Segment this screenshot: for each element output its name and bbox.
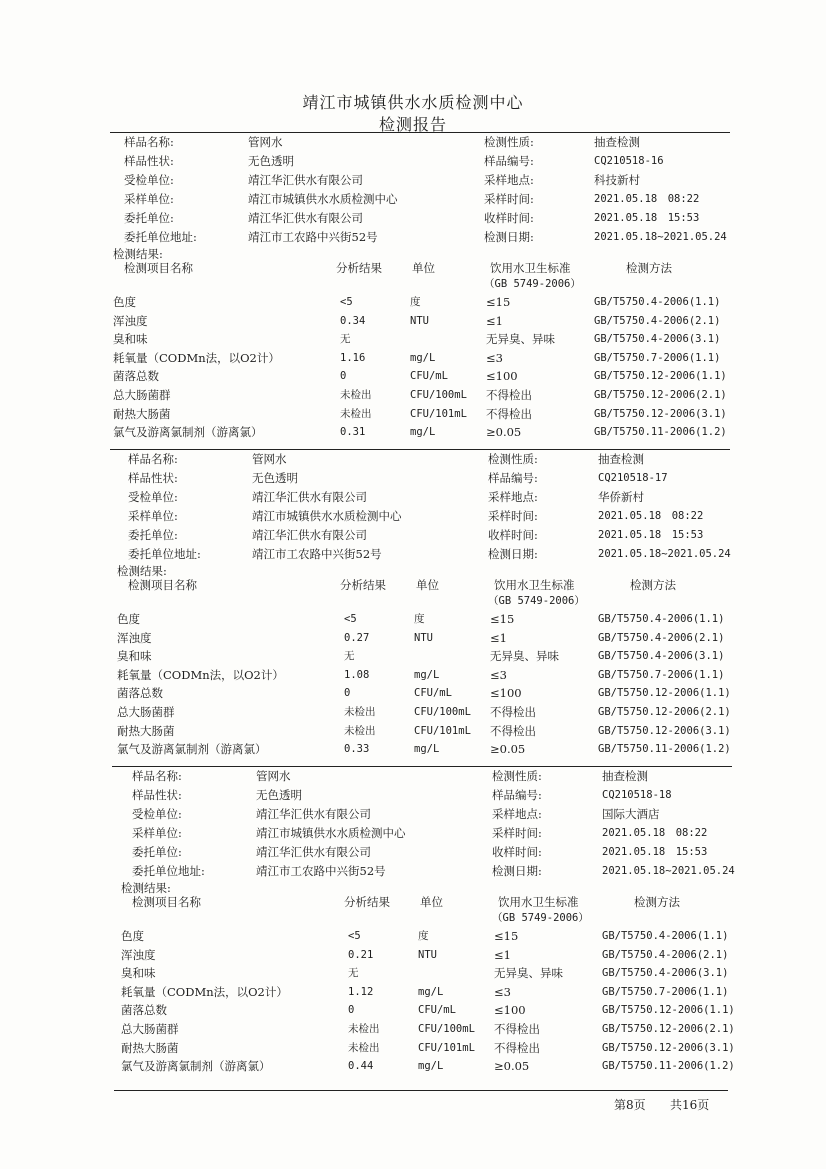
label-inspected-unit: 受检单位: (124, 173, 174, 187)
row-item: 色度 (117, 612, 140, 626)
section-rule (110, 449, 730, 450)
row-method: GB/T5750.12-2006(3.1) (594, 407, 727, 420)
column-standard-sub: （GB 5749-2006） (492, 912, 589, 924)
row-item: 色度 (121, 929, 144, 943)
label-client-addr: 委托单位地址: (124, 230, 197, 244)
label-location: 采样地点: (488, 490, 538, 504)
row-method: GB/T5750.7-2006(1.1) (602, 985, 729, 998)
page-number: 第8页 (614, 1098, 646, 1112)
row-result: 0.44 (348, 1060, 374, 1073)
value-sample-name: 管网水 (256, 769, 291, 783)
value-sample-state: 无色透明 (252, 471, 298, 485)
column-result: 分析结果 (344, 895, 390, 909)
value-sample-name: 管网水 (252, 452, 287, 466)
row-result: 0.34 (340, 314, 366, 327)
row-result: 1.16 (340, 351, 366, 364)
label-client-addr: 委托单位地址: (128, 547, 201, 561)
row-method: GB/T5750.4-2006(2.1) (598, 631, 725, 644)
row-method: GB/T5750.4-2006(3.1) (594, 333, 721, 346)
row-unit: CFU/100mL (414, 706, 471, 718)
row-item: 臭和味 (113, 332, 148, 347)
row-result: 未检出 (340, 389, 372, 401)
value-client: 靖江华汇供水有限公司 (256, 845, 371, 859)
value-location: 国际大酒店 (602, 807, 660, 821)
column-standard: 饮用水卫生标准 (498, 895, 579, 909)
row-standard: ≤1 (490, 630, 507, 645)
value-nature: 抽查检测 (594, 135, 640, 149)
row-unit: CFU/mL (410, 370, 448, 383)
column-unit: 单位 (420, 895, 443, 909)
label-sample-no: 样品编号: (488, 471, 538, 485)
row-result: 未检出 (348, 1023, 380, 1035)
row-result: 0.31 (340, 426, 366, 439)
label-receive-time: 收样时间: (488, 528, 538, 542)
row-unit: 度 (418, 930, 429, 942)
column-method: 检测方法 (626, 261, 672, 275)
column-result: 分析结果 (336, 261, 382, 275)
row-standard: ≤1 (486, 313, 503, 328)
label-client: 委托单位: (128, 528, 178, 542)
value-receive-time: 2021.05.18 15:53 (602, 846, 708, 858)
row-method: GB/T5750.12-2006(2.1) (602, 1023, 735, 1035)
label-sample-name: 样品名称: (132, 769, 182, 783)
section-rule (112, 766, 732, 767)
row-standard: 无异臭、异味 (490, 649, 559, 664)
value-test-date: 2021.05.18~2021.05.24 (594, 231, 727, 243)
column-method: 检测方法 (630, 578, 676, 592)
results-heading: 检测结果: (117, 564, 167, 578)
section-rule (110, 132, 730, 133)
row-item: 耐热大肠菌 (113, 406, 171, 421)
label-nature: 检测性质: (492, 769, 542, 783)
value-sample-no: CQ210518-17 (598, 472, 668, 484)
row-result: 0.21 (348, 948, 374, 961)
label-test-date: 检测日期: (484, 230, 534, 244)
row-method: GB/T5750.4-2006(1.1) (598, 613, 725, 625)
label-client: 委托单位: (124, 211, 174, 225)
row-unit: mg/L (410, 426, 436, 439)
row-standard: ≤100 (490, 686, 522, 701)
row-result: 未检出 (340, 407, 372, 420)
label-client: 委托单位: (132, 845, 182, 859)
row-method: GB/T5750.12-2006(3.1) (598, 724, 731, 737)
row-item: 耗氧量（CODMn法，以O2计） (121, 984, 288, 999)
label-sample-state: 样品性状: (128, 471, 178, 485)
label-sample-time: 采样时间: (484, 192, 534, 206)
row-method: GB/T5750.4-2006(2.1) (594, 314, 721, 327)
value-sample-state: 无色透明 (248, 154, 294, 168)
row-standard: 不得检出 (486, 406, 532, 421)
row-unit: 度 (414, 613, 425, 625)
label-sample-name: 样品名称: (128, 452, 178, 466)
label-sample-no: 样品编号: (484, 154, 534, 168)
row-method: GB/T5750.12-2006(1.1) (594, 370, 727, 383)
row-unit: mg/L (414, 668, 440, 681)
row-standard: ≤100 (486, 369, 518, 384)
value-sample-name: 管网水 (248, 135, 283, 149)
row-result: 1.08 (344, 668, 370, 681)
row-unit: mg/L (414, 743, 440, 756)
label-receive-time: 收样时间: (492, 845, 542, 859)
column-standard-sub: （GB 5749-2006） (488, 595, 585, 607)
row-item: 总大肠菌群 (117, 705, 175, 719)
value-inspected-unit: 靖江华汇供水有限公司 (248, 173, 363, 187)
row-result: 0 (348, 1004, 355, 1017)
row-method: GB/T5750.4-2006(2.1) (602, 948, 729, 961)
row-result: 0.33 (344, 743, 370, 756)
label-sample-state: 样品性状: (124, 154, 174, 168)
row-result: <5 (340, 296, 353, 308)
value-test-date: 2021.05.18~2021.05.24 (602, 865, 735, 877)
row-result: 无 (340, 333, 351, 346)
row-standard: 不得检出 (494, 1040, 540, 1055)
value-inspected-unit: 靖江华汇供水有限公司 (256, 807, 371, 821)
value-sampling-unit: 靖江市城镇供水水质检测中心 (248, 192, 398, 206)
row-item: 氯气及游离氯制剂（游离氯） (117, 742, 267, 757)
row-result: 无 (344, 650, 355, 663)
row-unit: NTU (414, 631, 433, 644)
row-method: GB/T5750.12-2006(1.1) (598, 687, 731, 700)
row-item: 臭和味 (117, 649, 152, 664)
row-method: GB/T5750.12-2006(2.1) (594, 389, 727, 401)
value-receive-time: 2021.05.18 15:53 (594, 212, 700, 224)
row-item: 耗氧量（CODMn法，以O2计） (117, 667, 284, 682)
row-unit: CFU/101mL (410, 407, 467, 420)
row-method: GB/T5750.4-2006(3.1) (602, 967, 729, 980)
page-total: 共16页 (670, 1098, 710, 1112)
label-sample-name: 样品名称: (124, 135, 174, 149)
label-sampling-unit: 采样单位: (128, 509, 178, 523)
row-unit: mg/L (418, 985, 444, 998)
label-sample-time: 采样时间: (488, 509, 538, 523)
row-standard: ≤15 (494, 929, 519, 943)
row-unit: CFU/mL (418, 1004, 456, 1017)
label-sampling-unit: 采样单位: (132, 826, 182, 840)
row-standard: 不得检出 (490, 705, 536, 719)
label-location: 采样地点: (492, 807, 542, 821)
row-item: 氯气及游离氯制剂（游离氯） (121, 1059, 271, 1074)
value-nature: 抽查检测 (602, 769, 648, 783)
row-item: 耐热大肠菌 (117, 723, 175, 738)
label-location: 采样地点: (484, 173, 534, 187)
label-test-date: 检测日期: (492, 864, 542, 878)
row-standard: 不得检出 (490, 723, 536, 738)
results-heading: 检测结果: (121, 881, 171, 895)
row-method: GB/T5750.12-2006(1.1) (602, 1004, 735, 1017)
row-unit: mg/L (410, 351, 436, 364)
label-nature: 检测性质: (488, 452, 538, 466)
row-result: 0 (340, 370, 347, 383)
row-unit: CFU/mL (414, 687, 452, 700)
bottom-rule (114, 1090, 728, 1091)
row-method: GB/T5750.4-2006(1.1) (594, 296, 721, 308)
row-method: GB/T5750.12-2006(2.1) (598, 706, 731, 718)
row-standard: 不得检出 (494, 1022, 540, 1036)
column-item: 检测项目名称 (124, 261, 193, 275)
label-sampling-unit: 采样单位: (124, 192, 174, 206)
report-title: 检测报告 (378, 115, 447, 134)
value-location: 科技新村 (594, 173, 640, 187)
row-standard: 不得检出 (486, 388, 532, 402)
row-unit: CFU/101mL (418, 1041, 475, 1054)
value-sample-state: 无色透明 (256, 788, 302, 802)
value-location: 华侨新村 (598, 490, 644, 504)
column-unit: 单位 (416, 578, 439, 592)
row-item: 浑浊度 (113, 313, 148, 328)
row-result: 未检出 (344, 724, 376, 737)
row-item: 总大肠菌群 (121, 1022, 179, 1036)
row-method: GB/T5750.7-2006(1.1) (598, 668, 725, 681)
value-sample-time: 2021.05.18 08:22 (594, 193, 700, 205)
label-sample-time: 采样时间: (492, 826, 542, 840)
column-standard-sub: （GB 5749-2006） (484, 278, 581, 290)
column-unit: 单位 (412, 261, 435, 275)
column-item: 检测项目名称 (132, 895, 201, 909)
row-item: 总大肠菌群 (113, 388, 171, 402)
row-unit: NTU (410, 314, 429, 327)
row-standard: ≥0.05 (494, 1059, 530, 1074)
row-item: 浑浊度 (117, 630, 152, 645)
value-client: 靖江华汇供水有限公司 (252, 528, 367, 542)
value-client-addr: 靖江市工农路中兴街52号 (252, 547, 382, 561)
column-standard: 饮用水卫生标准 (490, 261, 571, 275)
report-organization: 靖江市城镇供水水质检测中心 (302, 93, 524, 112)
value-sample-no: CQ210518-18 (602, 789, 672, 801)
row-method: GB/T5750.4-2006(3.1) (598, 650, 725, 663)
value-nature: 抽查检测 (598, 452, 644, 466)
row-unit: CFU/100mL (418, 1023, 475, 1035)
row-unit: CFU/101mL (414, 724, 471, 737)
label-sample-no: 样品编号: (492, 788, 542, 802)
row-unit: NTU (418, 948, 437, 961)
value-inspected-unit: 靖江华汇供水有限公司 (252, 490, 367, 504)
row-standard: ≤100 (494, 1003, 526, 1018)
row-item: 菌落总数 (117, 686, 163, 701)
value-sampling-unit: 靖江市城镇供水水质检测中心 (252, 509, 402, 523)
label-nature: 检测性质: (484, 135, 534, 149)
row-result: <5 (348, 930, 361, 942)
row-method: GB/T5750.12-2006(3.1) (602, 1041, 735, 1054)
row-standard: ≥0.05 (486, 425, 522, 440)
label-sample-state: 样品性状: (132, 788, 182, 802)
label-receive-time: 收样时间: (484, 211, 534, 225)
label-inspected-unit: 受检单位: (128, 490, 178, 504)
label-inspected-unit: 受检单位: (132, 807, 182, 821)
row-item: 菌落总数 (113, 369, 159, 384)
value-sample-time: 2021.05.18 08:22 (598, 510, 704, 522)
row-result: <5 (344, 613, 357, 625)
row-unit: mg/L (418, 1060, 444, 1073)
row-result: 无 (348, 967, 359, 980)
column-result: 分析结果 (340, 578, 386, 592)
row-item: 耗氧量（CODMn法，以O2计） (113, 350, 280, 365)
value-client: 靖江华汇供水有限公司 (248, 211, 363, 225)
row-item: 浑浊度 (121, 947, 156, 962)
row-result: 0 (344, 687, 351, 700)
row-standard: ≤15 (486, 295, 511, 309)
row-standard: ≤3 (486, 350, 503, 365)
row-standard: 无异臭、异味 (494, 966, 563, 981)
column-standard: 饮用水卫生标准 (494, 578, 575, 592)
row-item: 臭和味 (121, 966, 156, 981)
row-standard: ≤1 (494, 947, 511, 962)
value-receive-time: 2021.05.18 15:53 (598, 529, 704, 541)
column-item: 检测项目名称 (128, 578, 197, 592)
results-heading: 检测结果: (113, 247, 163, 261)
label-test-date: 检测日期: (488, 547, 538, 561)
row-item: 色度 (113, 295, 136, 309)
row-result: 未检出 (348, 1041, 380, 1054)
value-client-addr: 靖江市工农路中兴街52号 (248, 230, 378, 244)
row-standard: 无异臭、异味 (486, 332, 555, 347)
column-method: 检测方法 (634, 895, 680, 909)
row-method: GB/T5750.4-2006(1.1) (602, 930, 729, 942)
value-sample-time: 2021.05.18 08:22 (602, 827, 708, 839)
row-method: GB/T5750.11-2006(1.2) (598, 743, 731, 756)
row-method: GB/T5750.7-2006(1.1) (594, 351, 721, 364)
row-item: 菌落总数 (121, 1003, 167, 1018)
row-result: 0.27 (344, 631, 370, 644)
row-result: 未检出 (344, 706, 376, 718)
row-standard: ≤3 (490, 667, 507, 682)
row-item: 耐热大肠菌 (121, 1040, 179, 1055)
value-test-date: 2021.05.18~2021.05.24 (598, 548, 731, 560)
row-item: 氯气及游离氯制剂（游离氯） (113, 425, 263, 440)
row-standard: ≥0.05 (490, 742, 526, 757)
value-sample-no: CQ210518-16 (594, 155, 664, 167)
row-unit: 度 (410, 296, 421, 308)
row-standard: ≤15 (490, 612, 515, 626)
value-sampling-unit: 靖江市城镇供水水质检测中心 (256, 826, 406, 840)
row-result: 1.12 (348, 985, 374, 998)
row-standard: ≤3 (494, 984, 511, 999)
row-method: GB/T5750.11-2006(1.2) (594, 426, 727, 439)
row-method: GB/T5750.11-2006(1.2) (602, 1060, 735, 1073)
value-client-addr: 靖江市工农路中兴街52号 (256, 864, 386, 878)
label-client-addr: 委托单位地址: (132, 864, 205, 878)
row-unit: CFU/100mL (410, 389, 467, 401)
